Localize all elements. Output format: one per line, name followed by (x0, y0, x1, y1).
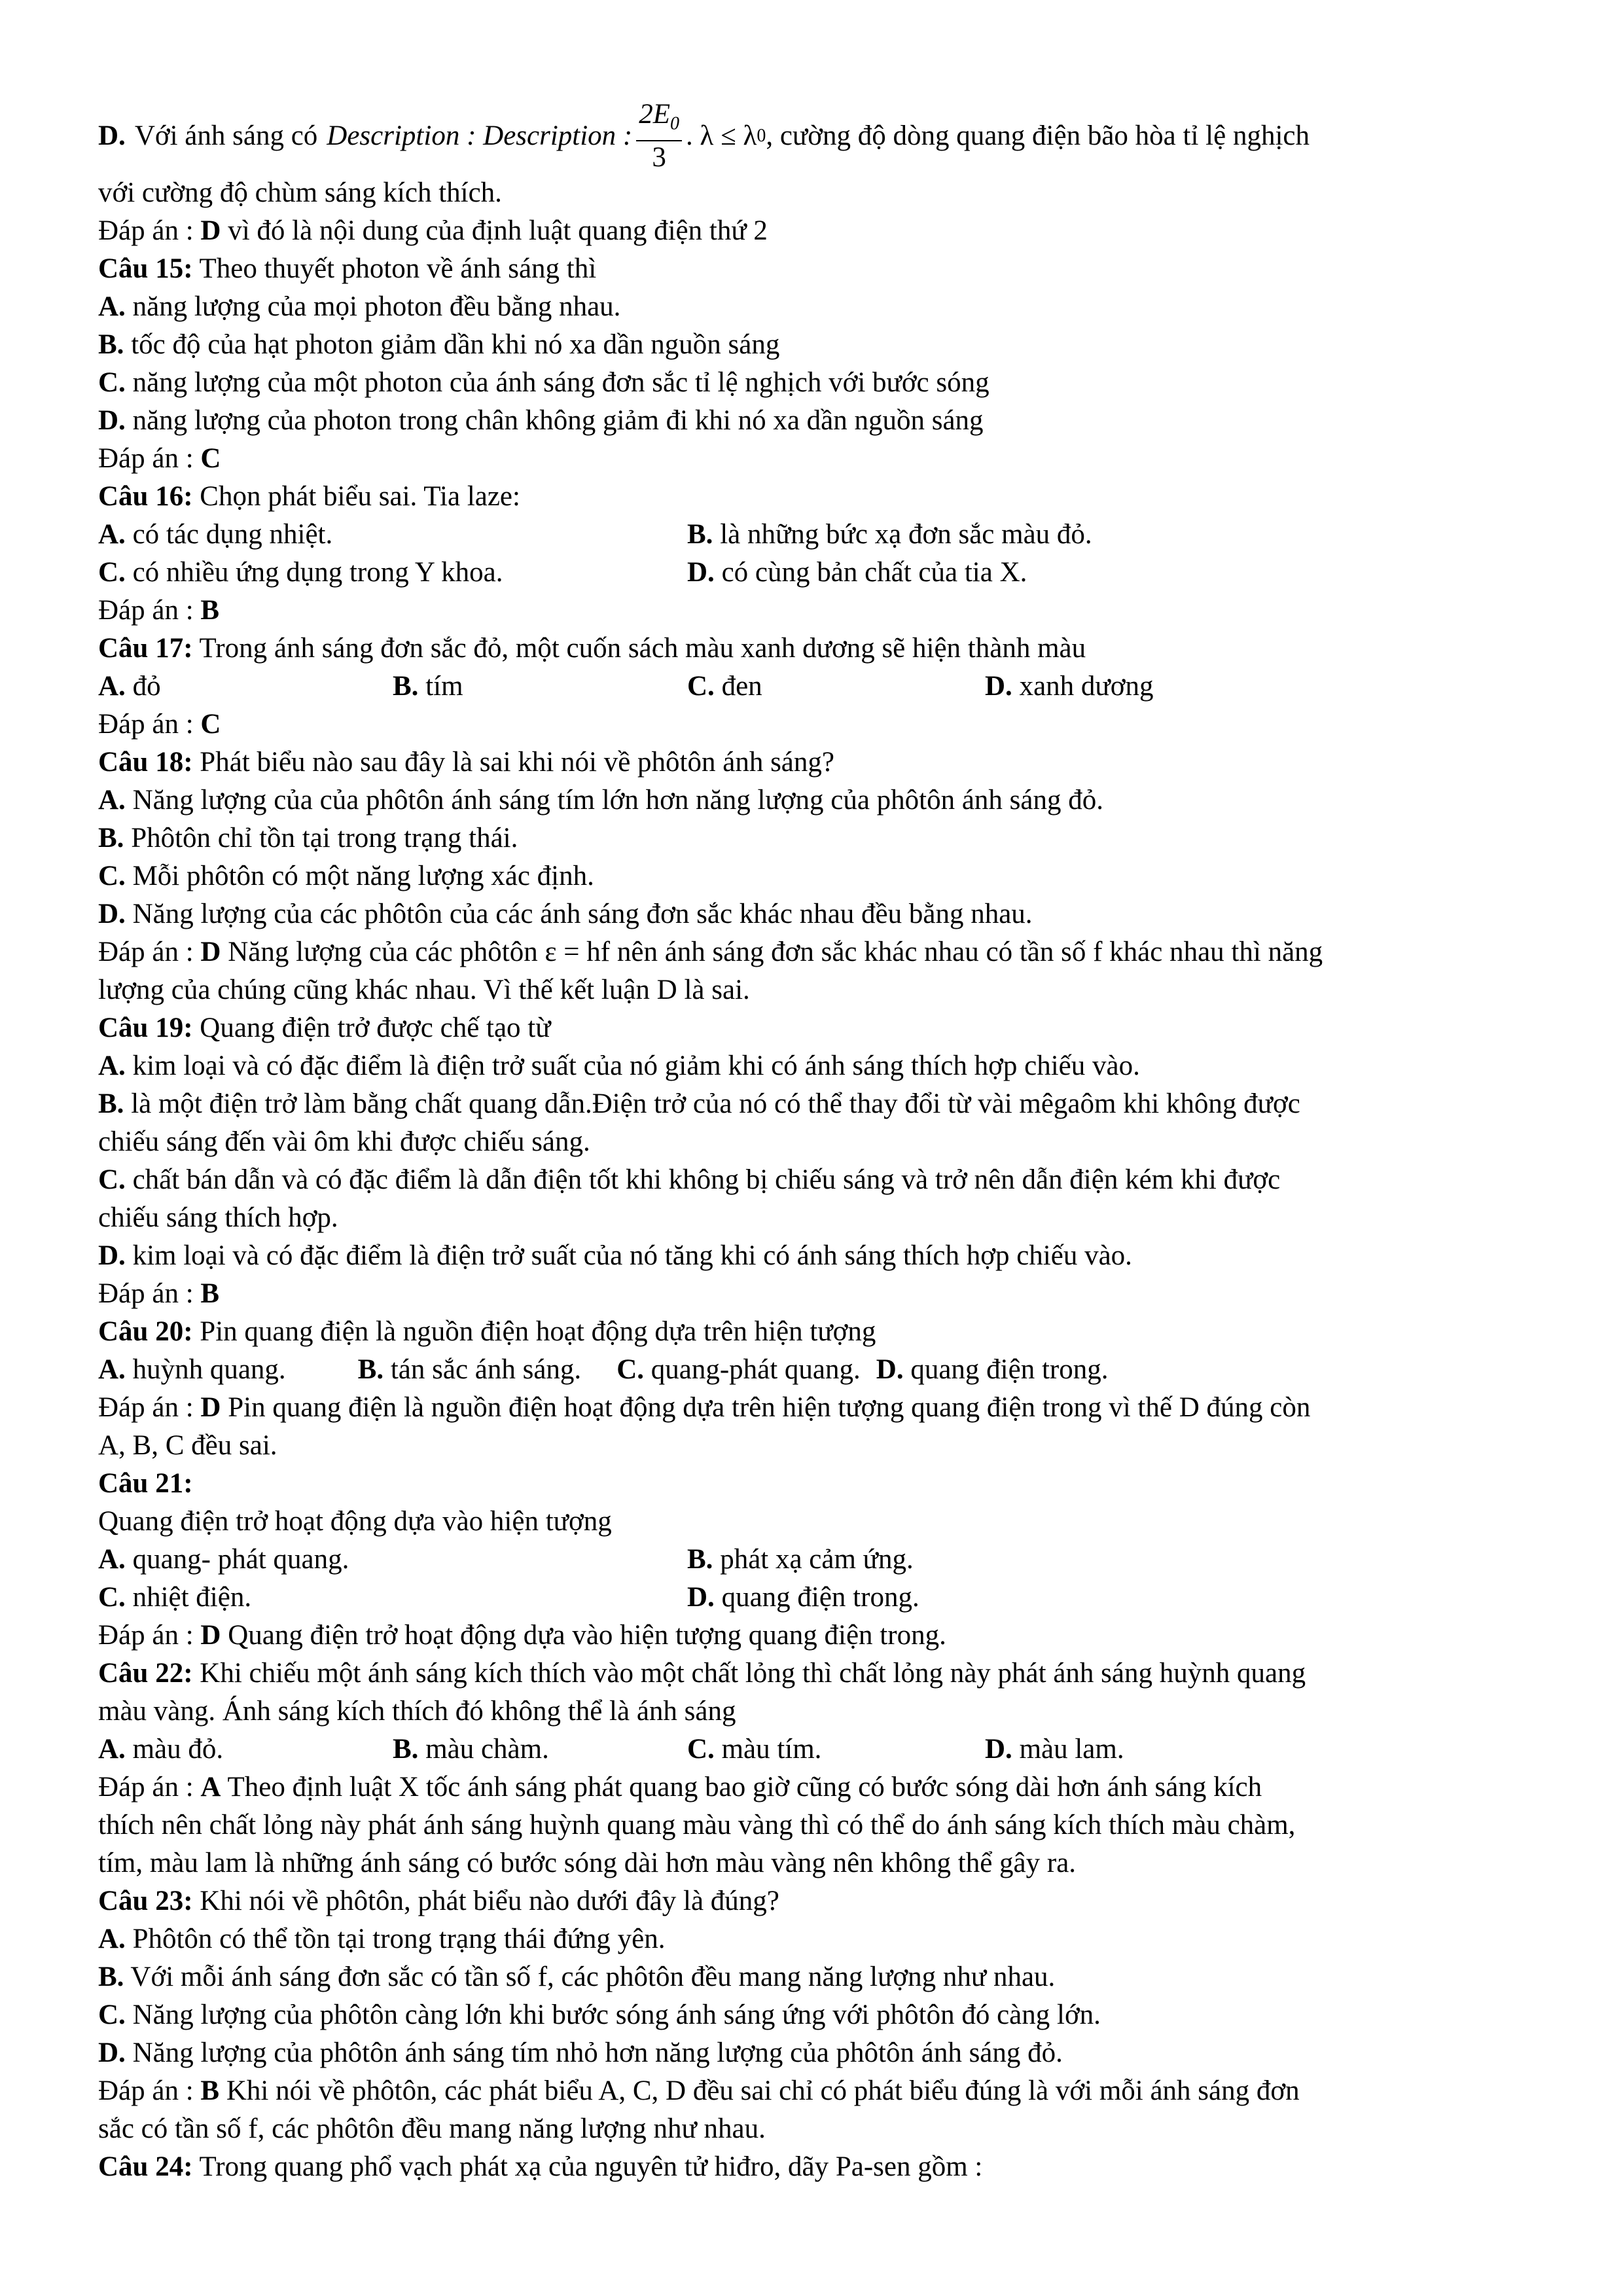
option-key: B. (98, 823, 124, 853)
answer-explanation-continued: A, B, C đều sai. (98, 1430, 277, 1461)
answer-key: D (200, 1392, 221, 1423)
answer-key: B (200, 2075, 220, 2106)
option-key: D. (98, 899, 126, 929)
question-number: Câu 19: (98, 1013, 193, 1043)
option-c-continued: chiếu sáng thích hợp. (98, 1202, 338, 1233)
option-text: xanh dương (1019, 671, 1154, 702)
option-text: có nhiều ứng dụng trong Y khoa. (132, 557, 503, 588)
answer-prefix: Đáp án : (98, 1278, 194, 1309)
option-text: năng lượng của mọi photon đều bằng nhau. (132, 291, 621, 322)
question-15 (98, 250, 1538, 288)
option-key: B. (98, 329, 124, 360)
option-c (98, 1579, 251, 1617)
option-key: C. (687, 1734, 715, 1765)
answer-key: C (200, 443, 221, 474)
question-number: Câu 23: (98, 1886, 193, 1916)
answer-explanation-continued: tím, màu lam là những ánh sáng có bước sóng dài hơn màu vàng nên không thể gây ra. (98, 1848, 1077, 1878)
option-text: Phôtôn chỉ tồn tại trong trạng thái. (131, 823, 518, 853)
option-d (98, 895, 1538, 933)
options-row (98, 1351, 1538, 1389)
option-key: D. (985, 671, 1012, 702)
question-19 (98, 1009, 1538, 1047)
question-number: Câu 16: (98, 481, 193, 512)
answer-line (98, 592, 1538, 630)
answer-prefix: Đáp án : (98, 1772, 194, 1803)
question-stem: Chọn phát biểu sai. Tia laze: (200, 481, 520, 512)
answer-prefix: Đáp án : (98, 1620, 194, 1651)
answer-line (98, 1389, 1538, 1427)
option-key: D. (98, 405, 126, 436)
answer-line (98, 933, 1538, 971)
option-d (98, 402, 1538, 440)
option-text: Phôtôn có thể tồn tại trong trạng thái đứng yên. (132, 1924, 666, 1954)
option-b (98, 326, 1538, 364)
option-text: tốc độ của hạt photon giảm dần khi nó xa dần nguồn sáng (131, 329, 780, 360)
answer-line (98, 1768, 1538, 1806)
option-key: C. (98, 367, 126, 398)
question-number: Câu 17: (98, 633, 193, 664)
option-d-with-formula (98, 98, 1538, 174)
option-key: C. (98, 557, 126, 588)
answer-key: B (200, 1278, 220, 1309)
option-key: B. (393, 671, 419, 702)
formula-lambda-sub: 0 (757, 126, 766, 146)
formula-fraction (636, 98, 682, 175)
option-key: A. (98, 1354, 126, 1385)
option-key: B. (98, 1962, 124, 1992)
option-key: B. (98, 1088, 124, 1119)
answer-explanation: Quang điện trở hoạt động dựa vào hiện tượng quang điện trong. (228, 1620, 946, 1651)
answer-prefix: Đáp án : (98, 937, 194, 967)
question-number: Câu 24: (98, 2151, 193, 2182)
options-row (98, 1579, 1538, 1617)
option-text: năng lượng của photon trong chân không giảm đi khi nó xa dần nguồn sáng (132, 405, 984, 436)
option-key: C. (687, 671, 715, 702)
answer-prefix: Đáp án : (98, 2075, 194, 2106)
option-text-continued: với cường độ chùm sáng kích thích. (98, 177, 502, 208)
question-number: Câu 18: (98, 747, 193, 778)
option-key: B. (687, 519, 713, 550)
question-21-number: Câu 21: (98, 1468, 193, 1499)
option-key: A. (98, 671, 126, 702)
option-key: A. (98, 291, 126, 322)
answer-key: D (200, 1620, 221, 1651)
answer-prefix: Đáp án : (98, 1392, 194, 1423)
option-text: nhiệt điện. (132, 1582, 252, 1613)
option-text: màu tím. (721, 1734, 822, 1765)
answer-prefix: Đáp án : (98, 443, 194, 474)
option-text: quang điện trong. (721, 1582, 919, 1613)
options-row (98, 554, 1538, 592)
option-key: B. (687, 1544, 713, 1575)
option-key: D. (98, 1240, 126, 1271)
option-a (98, 1047, 1538, 1085)
question-stem: Khi nói về phôtôn, phát biểu nào dưới đây là đúng? (200, 1886, 779, 1916)
option-text: Năng lượng của phôtôn càng lớn khi bước sóng ánh sáng ứng với phôtôn đó càng lớn. (132, 2000, 1101, 2030)
option-text: đen (721, 671, 762, 702)
question-18 (98, 744, 1538, 781)
option-a (98, 288, 1538, 326)
option-text: phát xạ cảm ứng. (720, 1544, 914, 1575)
option-text: có cùng bản chất của tia X. (721, 557, 1027, 588)
answer-line (98, 2072, 1538, 2110)
answer-key: C (200, 709, 221, 740)
option-key: D. (98, 2037, 126, 2068)
question-number: Câu 15: (98, 253, 193, 284)
option-key: D. (876, 1354, 904, 1385)
options-row (98, 1731, 1538, 1768)
option-text: kim loại và có đặc điểm là điện trở suất của nó giảm khi có ánh sáng thích hợp chiếu vào. (132, 1050, 1140, 1081)
option-text: quang- phát quang. (132, 1544, 349, 1575)
option-d (687, 554, 1027, 592)
option-d (985, 668, 1153, 706)
option-text: Với mỗi ánh sáng đơn sắc có tần số f, các phôtôn đều mang năng lượng như nhau. (130, 1962, 1056, 1992)
option-key: A. (98, 1734, 126, 1765)
option-b (98, 819, 1538, 857)
option-d (687, 1579, 919, 1617)
answer-explanation-continued: thích nên chất lỏng này phát ánh sáng huỳnh quang màu vàng thì có thể do ánh sáng kích thích màu chàm, (98, 1810, 1296, 1840)
option-a (98, 1920, 1538, 1958)
question-stem-continued: màu vàng. Ánh sáng kích thích đó không thể là ánh sáng (98, 1696, 736, 1727)
formula-numerator: 2E (639, 98, 671, 130)
options-row (98, 1541, 1538, 1579)
option-b (98, 1958, 1538, 1996)
answer-key: D (200, 215, 221, 246)
question-24 (98, 2148, 1538, 2186)
answer-line (98, 440, 1538, 478)
option-key: C. (98, 861, 126, 891)
option-b (687, 1541, 914, 1579)
formula-lambda: . λ ≤ λ (686, 120, 757, 151)
option-a (98, 1541, 349, 1579)
answer-explanation-continued: sắc có tần số f, các phôtôn đều mang năng lượng như nhau. (98, 2113, 766, 2144)
option-key: C. (616, 1354, 644, 1385)
option-d (985, 1731, 1124, 1768)
option-key: C. (98, 2000, 126, 2030)
option-key: A. (98, 1924, 126, 1954)
question-stem: Quang điện trở được chế tạo từ (200, 1013, 551, 1043)
option-text: Năng lượng của của phôtôn ánh sáng tím lớn hơn năng lượng của phôtôn ánh sáng đỏ. (132, 785, 1103, 816)
answer-prefix: Đáp án : (98, 595, 194, 626)
option-a (98, 668, 161, 706)
option-key: D. (687, 1582, 715, 1613)
answer-prefix: Đáp án : (98, 709, 194, 740)
formula-denominator: 3 (652, 142, 666, 173)
option-c (98, 857, 1538, 895)
option-c (98, 364, 1538, 402)
option-b (687, 516, 1092, 554)
question-23 (98, 1882, 1538, 1920)
answer-line (98, 706, 1538, 744)
option-c (687, 668, 762, 706)
option-key: A. (98, 1544, 126, 1575)
answer-key: D (200, 937, 221, 967)
question-number: Câu 22: (98, 1658, 193, 1689)
answer-explanation: Năng lượng của các phôtôn ε = hf nên ánh sáng đơn sắc khác nhau có tần số f khác nhau thì năng (228, 937, 1323, 967)
answer-explanation: Pin quang điện là nguồn điện hoạt động dựa trên hiện tượng quang điện trong vì thế D đúng còn (228, 1392, 1311, 1423)
option-key: B. (393, 1734, 419, 1765)
option-text: màu chàm. (425, 1734, 549, 1765)
option-text: tán sắc ánh sáng. (390, 1354, 582, 1385)
option-text: Với ánh sáng có (134, 120, 318, 151)
answer-line (98, 1275, 1538, 1313)
options-row (98, 668, 1538, 706)
option-text: chất bán dẫn và có đặc điểm là dẫn điện tốt khi không bị chiếu sáng và trở nên dẫn điện kém khi được (132, 1164, 1281, 1195)
answer-explanation: vì đó là nội dung của định luật quang điện thứ 2 (228, 215, 768, 246)
option-text: Mỗi phôtôn có một năng lượng xác định. (132, 861, 594, 891)
document-page (98, 98, 1538, 2186)
answer-line (98, 1617, 1538, 1655)
answer-key: B (200, 595, 220, 626)
option-a (98, 781, 1538, 819)
formula-numerator-sub: 0 (670, 113, 680, 134)
option-b (393, 668, 463, 706)
option-d (98, 1237, 1538, 1275)
option-b-continued: chiếu sáng đến vài ôm khi được chiếu sáng. (98, 1126, 590, 1157)
option-text: năng lượng của một photon của ánh sáng đơn sắc tỉ lệ nghịch với bước sóng (132, 367, 990, 398)
option-text: kim loại và có đặc điểm là điện trở suất của nó tăng khi có ánh sáng thích hợp chiếu vào. (132, 1240, 1132, 1271)
option-text: màu đỏ. (132, 1734, 224, 1765)
answer-explanation: Theo định luật X tốc ánh sáng phát quang bao giờ cũng có bước sóng dài hơn ánh sáng kích (227, 1772, 1262, 1803)
option-c (98, 1996, 1538, 2034)
question-stem: Quang điện trở hoạt động dựa vào hiện tượng (98, 1506, 612, 1537)
option-a (98, 516, 332, 554)
option-a (98, 1731, 223, 1768)
option-c (687, 1731, 821, 1768)
question-22 (98, 1655, 1538, 1693)
options-row (98, 516, 1538, 554)
option-text: Năng lượng của phôtôn ánh sáng tím nhỏ hơn năng lượng của phôtôn ánh sáng đỏ. (132, 2037, 1063, 2068)
option-text: huỳnh quang. (132, 1354, 286, 1385)
question-20 (98, 1313, 1538, 1351)
formula-label: Description : Description : (327, 120, 633, 151)
question-number: Câu 20: (98, 1316, 193, 1347)
question-stem: Trong ánh sáng đơn sắc đỏ, một cuốn sách màu xanh dương sẽ hiện thành màu (199, 633, 1086, 664)
option-text: tím (425, 671, 463, 702)
option-text: màu lam. (1019, 1734, 1124, 1765)
option-c (98, 554, 503, 592)
option-key: D. (98, 120, 126, 151)
option-key: A. (98, 785, 126, 816)
answer-explanation: Khi nói về phôtôn, các phát biểu A, C, D đều sai chỉ có phát biểu đúng là với mỗi ánh sáng đơn (226, 2075, 1300, 2106)
question-stem: Khi chiếu một ánh sáng kích thích vào một chất lỏng thì chất lỏng này phát ánh sáng huỳnh quang (200, 1658, 1306, 1689)
option-text: là những bức xạ đơn sắc màu đỏ. (720, 519, 1092, 550)
option-text: Năng lượng của các phôtôn của các ánh sáng đơn sắc khác nhau đều bằng nhau. (132, 899, 1033, 929)
option-b (98, 1085, 1538, 1123)
answer-key: A (200, 1772, 221, 1803)
question-stem: Trong quang phổ vạch phát xạ của nguyên tử hiđro, dãy Pa-sen gồm : (199, 2151, 983, 2182)
option-key: A. (98, 519, 126, 550)
option-text: quang điện trong. (910, 1354, 1109, 1385)
answer-line (98, 212, 1538, 250)
option-text: có tác dụng nhiệt. (132, 519, 333, 550)
question-stem: Theo thuyết photon về ánh sáng thì (199, 253, 597, 284)
option-text: đỏ (132, 671, 161, 702)
option-key: D. (687, 557, 715, 588)
option-text: quang-phát quang. (651, 1354, 861, 1385)
option-key: C. (98, 1164, 126, 1195)
option-key: B. (357, 1354, 384, 1385)
question-stem: Pin quang điện là nguồn điện hoạt động dựa trên hiện tượng (200, 1316, 876, 1347)
option-b (393, 1731, 549, 1768)
question-17 (98, 630, 1538, 668)
option-text: là một điện trở làm bằng chất quang dẫn.Điện trở của nó có thể thay đổi từ vài mêgaôm khi không được (131, 1088, 1300, 1119)
option-text-end: , cường độ dòng quang điện bão hòa tỉ lệ nghịch (766, 120, 1310, 151)
option-c (98, 1161, 1538, 1199)
question-stem: Phát biểu nào sau đây là sai khi nói về phôtôn ánh sáng? (200, 747, 834, 778)
option-key: A. (98, 1050, 126, 1081)
question-16 (98, 478, 1538, 516)
option-key: C. (98, 1582, 126, 1613)
answer-prefix: Đáp án : (98, 215, 194, 246)
option-d (98, 2034, 1538, 2072)
answer-explanation-continued: lượng của chúng cũng khác nhau. Vì thế kết luận D là sai. (98, 975, 750, 1005)
option-key: D. (985, 1734, 1012, 1765)
